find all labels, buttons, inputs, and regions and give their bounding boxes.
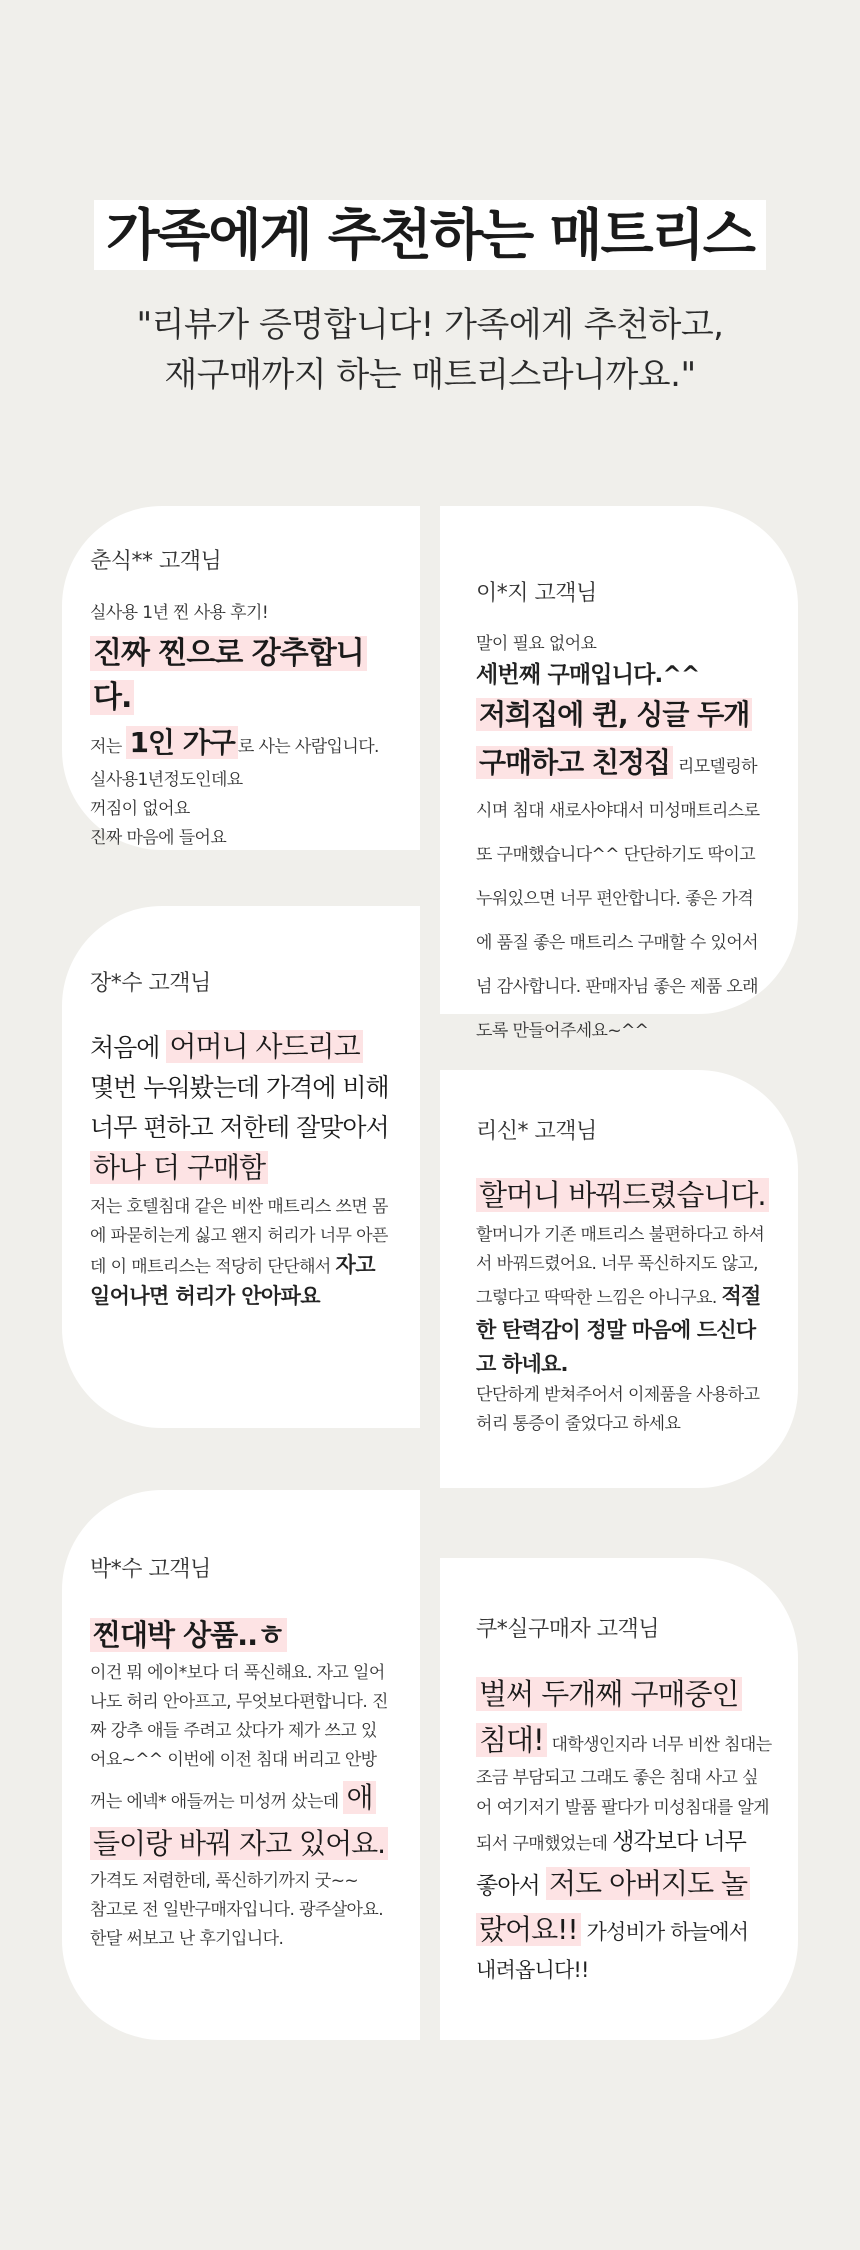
review-card <box>440 506 798 1041</box>
review-text-line: 실사용 1년 찐 사용 후기! <box>90 603 269 623</box>
subtitle-line-1: "리뷰가 증명합니다! 가족에게 추천하고, <box>136 305 724 345</box>
review-text <box>90 1027 390 1313</box>
review-highlight: 진짜 찐으로 강추합니다. <box>90 636 367 715</box>
review-emphasis: 적절한 탄력감이 정말 마음에 드신다고 하네요. <box>476 1284 761 1376</box>
review-text-line: 참고로 전 일반구매자입니다. 광주살아요. 한달 써보고 난 후기입니다. <box>90 1900 383 1949</box>
reviewer-name: 박*수 고객님 <box>90 1557 211 1582</box>
review-emphasis: 세번째 구매입니다.^^ <box>476 662 700 688</box>
review-text <box>476 1671 772 1987</box>
page-subtitle <box>0 300 860 400</box>
review-card <box>62 1490 420 2040</box>
review-text-line: 로 사는 사람입니다. <box>237 737 379 757</box>
review-text-line: 가격도 저렴한데, 푹신하기까지 굿~~ <box>90 1871 359 1891</box>
page-title: 가족에게 추천하는 매트리스 <box>94 200 766 270</box>
review-text <box>90 599 392 853</box>
review-text-line: 단단하게 받쳐주어서 이제품을 사용하고 허리 통증이 줄었다고 하세요 <box>476 1385 760 1434</box>
subtitle-line-2: 재구매까지 하는 매트리스라니까요." <box>164 355 696 395</box>
review-highlight: 저도 아버지도 놀랐어요!! <box>476 1867 750 1946</box>
review-highlight: 어머니 사드리고 <box>166 1030 362 1063</box>
title-wrap <box>0 200 860 270</box>
review-text-line: 꺼짐이 없어요 <box>90 799 190 819</box>
review-text-line: 대학생인지라 너무 비싼 침대는 조금 부담되고 그래도 좋은 침대 사고 싶어 여기저기 발품 팔다가 미성침대를 알게되서 구매했었는데 <box>476 1735 772 1854</box>
review-emphasis: 자고 일어나면 허리가 안아파요 <box>90 1253 375 1308</box>
review-text <box>476 631 768 1053</box>
review-text-line: 몇번 누워봤는데 가격에 비해 너무 편하고 저한테 잘맞아서 <box>90 1073 389 1142</box>
review-highlight: 저희집에 퀸, 싱글 두개 구매하고 친정집 <box>476 698 752 779</box>
review-text <box>90 1613 390 1954</box>
review-text-line: 실사용1년정도인데요 <box>90 770 243 790</box>
review-text <box>476 1173 770 1439</box>
review-highlight: 벌써 두개째 구매중인 침대! <box>476 1677 742 1757</box>
reviewer-name: 쿠*실구매자 고객님 <box>476 1617 660 1642</box>
review-text-line: 리모델링하시며 침대 새로사야대서 미성매트리스로 또 구매했습니다^^ 단단하기도 딱이고 누워있으면 너무 편안합니다. 좋은 가격에 품질 좋은 매트리스 구매할 수 있어서 넘 감사합니다. 판매자님 좋은 제품 오래도록 만들어주세요~^^ <box>476 757 760 1041</box>
review-text-line: 말이 필요 없어요 <box>476 634 597 654</box>
review-card <box>62 506 420 850</box>
review-highlight: 하나 더 구매함 <box>90 1151 268 1184</box>
reviewer-name: 이*지 고객님 <box>476 581 597 606</box>
review-card <box>62 906 420 1428</box>
review-highlight: 1인 가구 <box>126 726 237 759</box>
review-highlight: 할머니 바꿔드렸습니다. <box>476 1178 769 1212</box>
review-highlight: 찐대박 상품..ㅎ <box>90 1618 287 1652</box>
review-highlight: 애들이랑 바꿔 자고 있어요. <box>90 1781 388 1860</box>
review-text-line: 처음에 <box>90 1033 167 1062</box>
review-text-line: 진짜 마음에 들어요 <box>90 828 227 848</box>
reviewer-name: 장*수 고객님 <box>90 971 211 996</box>
review-text-line: 저는 <box>90 737 127 757</box>
review-text-line: 이건 뭐 에이*보다 더 푹신해요. 자고 일어나도 허리 안아프고, 무엇보다편합니다. 진짜 강추 애들 주려고 샀다가 제가 쓰고 있어요~^^ 이번에 이전 침대 버리고 안방꺼는 에넥* 애들꺼는 미성꺼 샀는데 <box>90 1663 388 1812</box>
reviewer-name: 춘식** 고객님 <box>90 549 222 574</box>
review-card <box>440 1070 798 1488</box>
review-text-line: 저는 호텔침대 같은 비싼 매트리스 쓰면 몸에 파묻히는게 싫고 왠지 허리가 너무 아픈데 이 매트리스는 적당히 단단해서 <box>90 1197 388 1277</box>
review-text-line: 할머니가 기존 매트리스 불편하다고 하셔서 바꿔드렸어요. 너무 푹신하지도 않고, 그렇다고 딱딱한 느낌은 아니구요. <box>476 1225 765 1308</box>
review-emphasis: 생각보다 너무 좋아서 <box>476 1829 746 1899</box>
review-emphasis: 가성비가 하늘에서 내려옵니다!! <box>476 1920 749 1982</box>
review-card <box>440 1558 798 2040</box>
reviewer-name: 리신* 고객님 <box>476 1119 597 1144</box>
